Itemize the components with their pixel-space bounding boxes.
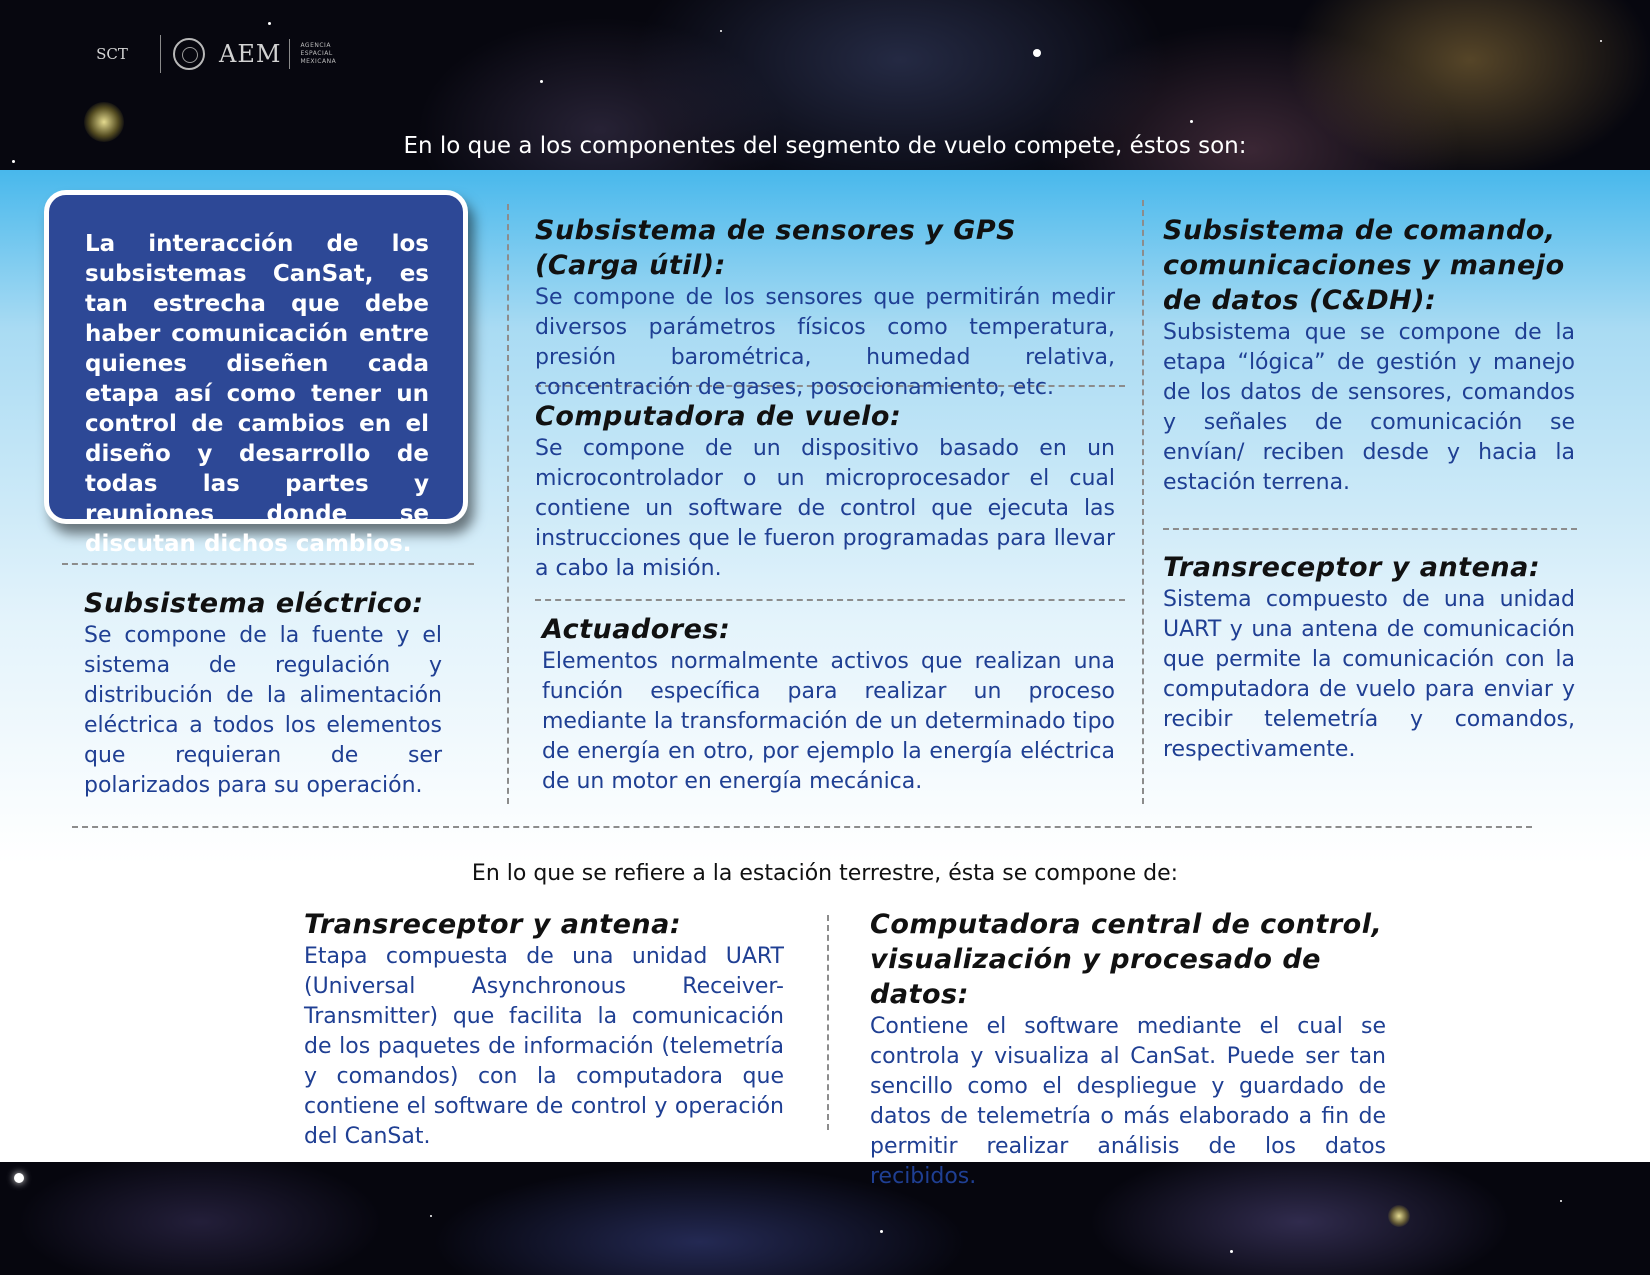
section-title: Subsistema de sensores y GPS (Carga útil): [535, 215, 1017, 281]
section-text: Subsistema que se compone de la etapa “lógica” de gestión y manejo de los datos de sensores, comandos y señales de comunicación se envían/ reciben desde y hacia la estación terrena. [1163, 320, 1575, 495]
section-text: Contiene el software mediante el cual se controla y visualiza al CanSat. Puede ser tan sencillo como el despliegue y guardado de datos de telemetría o más elaborado a fin de permitir realizar análisis de los datos recibidos. [870, 1014, 1386, 1189]
section-actuadores [542, 612, 1115, 797]
divider-dashed [535, 599, 1125, 601]
section-text: Elementos normalmente activos que realizan una función específica para realizar un proceso mediante la transformación de un determinado tipo de energía en otro, por ejemplo la energía eléctrica de un motor en energía mecánica. [542, 649, 1115, 794]
glowing-star [1388, 1205, 1410, 1227]
section-title: Computadora central de control, visualización y procesado de datos: [870, 909, 1383, 1010]
star [540, 80, 543, 83]
divider-dashed-vertical [507, 204, 509, 804]
section-computadora-vuelo [535, 399, 1115, 584]
section-text: Se compone de la fuente y el sistema de regulación y distribución de la alimentación eléctrica a todos los elementos que requieran de ser polarizados para su operación. [84, 623, 442, 798]
divider-dashed [62, 563, 474, 565]
ground-station-intro: En lo que se refiere a la estación terrestre, ésta se compone de: [471, 861, 1179, 886]
sct-logo [76, 45, 148, 63]
agency-logo [76, 34, 336, 74]
agencia-line: ESPACIAL [300, 50, 333, 57]
section-subsistema-electrico [84, 586, 442, 801]
logo-divider [289, 39, 290, 69]
star [430, 1215, 432, 1217]
divider-dashed [1163, 528, 1577, 530]
national-seal-icon [173, 38, 205, 70]
section-title: Actuadores: [542, 614, 731, 645]
section-title: Subsistema de comando, comunicaciones y manejo de datos (C&DH): [1163, 215, 1565, 316]
section-text: Sistema compuesto de una unidad UART y una antena de comunicación que permite la comunicación con la computadora de vuelo para enviar y recibir telemetría y comandos, respectivamente. [1163, 587, 1575, 762]
star [14, 1173, 24, 1183]
star [1230, 1250, 1233, 1253]
section-text: Se compone de un dispositivo basado en un microcontrolador o un microprocesador el cual contiene un software de control que ejecuta las instrucciones que le fueron programadas para llevar a cabo la misión. [535, 436, 1115, 581]
section-title: Transreceptor y antena: [304, 909, 682, 940]
section-text: Se compone de los sensores que permitirán medir diversos parámetros físicos como temperatura, presión barométrica, humedad relativa, concentración de gases, posocionamiento, etc. [535, 285, 1115, 400]
star [720, 30, 722, 32]
section-title: Subsistema eléctrico: [84, 588, 424, 619]
agencia-logo-text [300, 42, 336, 66]
star [1560, 1200, 1562, 1202]
divider-dashed-vertical [1142, 200, 1144, 804]
star [1190, 120, 1193, 123]
aem-logo-text: AEM [219, 40, 282, 68]
star [268, 22, 271, 25]
star [880, 1230, 883, 1233]
callout-text: La interacción de los subsistemas CanSat, es tan estrecha que debe haber comunicación entre quienes diseñen cada etapa así como tener un control de cambios en el diseño y desarrollo de todas las partes y reuniones donde se discutan dichos cambios. [85, 231, 429, 557]
star [1600, 40, 1602, 42]
section-comando-cdh [1163, 213, 1575, 498]
logo-divider [160, 35, 161, 73]
section-transreceptor-estacion [304, 907, 784, 1152]
agencia-line: MEXICANA [300, 58, 337, 65]
sct-logo-text: SCT [96, 45, 128, 63]
divider-dashed [72, 826, 1532, 828]
agencia-line: AGENCIA [300, 42, 331, 49]
section-title: Computadora de vuelo: [535, 401, 902, 432]
section-text: Etapa compuesta de una unidad UART (Universal Asynchronous Receiver-Transmitter) que facilita la comunicación de los paquetes de información (telemetría y comandos) con la computadora que contiene el software de control y operación del CanSat. [304, 944, 784, 1149]
section-transreceptor-vuelo [1163, 550, 1575, 765]
interaction-callout [44, 190, 468, 557]
section-computadora-central [870, 907, 1386, 1192]
section-sensores-gps [535, 213, 1115, 403]
star [1033, 49, 1041, 57]
flight-segment-intro: En lo que a los componentes del segmento de vuelo compete, éstos son: [403, 133, 1247, 159]
section-title: Transreceptor y antena: [1163, 552, 1541, 583]
divider-dashed-vertical [827, 915, 829, 1130]
